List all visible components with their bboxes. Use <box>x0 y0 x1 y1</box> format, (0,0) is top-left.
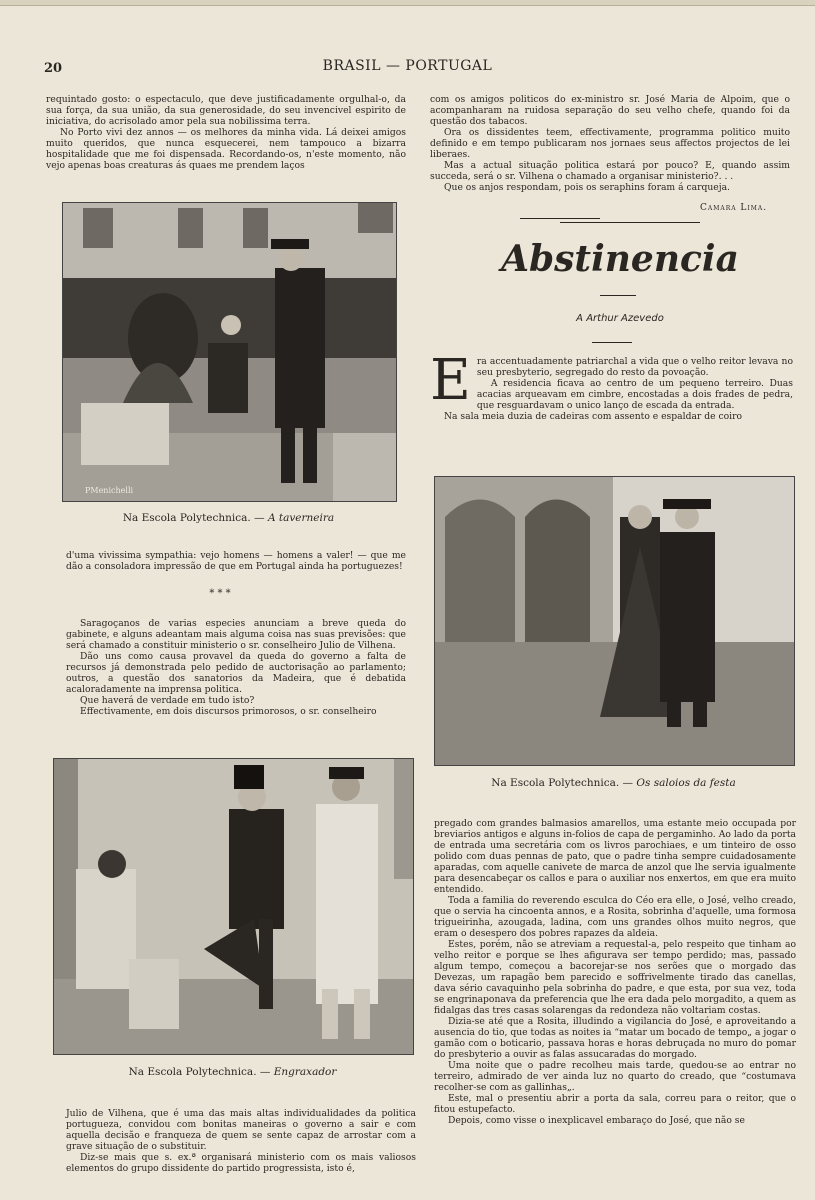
left-text-block-3 <box>66 618 406 717</box>
paragraph: No Porto vivi dez annos — os melhores da minha vida. Lá deixei amigos muito queridos, que nunca esquecerei, nem tampouco a bizarra hospitalidade que me foi dispensada. Recordando-os, n'este momento, não vejo apenas boas creaturas ás quaes me prendem laços <box>46 127 406 171</box>
separator-rule <box>560 222 700 223</box>
paragraph: d'uma vivissima sympathia: vejo homens — homens a valer! — que me dão a consoladora impressão de que em Portugal ainda ha portuguezes! <box>66 550 406 572</box>
right-text-block-1 <box>430 94 790 193</box>
paragraph: Toda a familia do reverendo esculca do Céo era elle, o José, velho creado, que o servia ha cincoenta annos, e a Rosita, sobrinha d'aquelle, uma formosa trigueirinha, azougada, ladina, com uns grandes olhos muito negros, que eram o desespero dos pobres rapazes da aldeia. <box>434 895 796 939</box>
paragraph: Que os anjos respondam, pois os seraphins foram á carqueja. <box>444 182 730 193</box>
paragraph: Uma noite que o padre recolheu mais tarde, quedou-se ao entrar no terreiro, admirado de ver ainda luz no quarto do creado, que “costumava recolher-se com as gallinhas„. <box>434 1060 796 1093</box>
paragraph: Depois, como visse o inexplicavel embaraço do José, que não se <box>448 1115 745 1126</box>
paragraph: Estes, porém, não se atreviam a requestal-a, pelo respeito que tinham ao velho reitor e porque se lhes afigurava ser tempo perdido; mas, passado algum tempo, começou a bacorejar-se nos serões que o morgado das Devezas, um rapagão bem parecido e soffrivelmente tirado das canellas, dava sério cavaquinho pela sobrinha do padre, e que esta, por sua vez, toda se engrinaponava da preferencia que lhe era dada pelo morgadito, a quem as fidalgas das tres casas solarengas da redondeza não voltariam costas. <box>434 939 796 1016</box>
paragraph: Effectivamente, em dois discursos primorosos, o sr. conselheiro <box>80 706 377 717</box>
paragraph: requintado gosto: o espectaculo, que deve justificadamente orgulhal-o, da sua força, da sua união, da sua generosidade, do seu invencivel espirito de iniciativa, do acrisolado amor pela sua nobilissima terra. <box>46 94 406 127</box>
paragraph: Julio de Vilhena, que é uma das mais altas individualidades da politica portugueza, convidou com bonitas maneiras o governo a sair e com aquella decisão e franqueza de quem se sente capaz de arrostar com a grave situação de o substituir. <box>66 1108 416 1152</box>
photo-saloios <box>434 476 795 766</box>
paragraph: Dizia-se até que a Rosita, illudindo a vigilancia do José, e aproveitando a ausencia do tio, que todas as noites ia “matar um bocado de tempo„ a jogar o gamão com o boticario, passava horas e horas debruçada no muro do pomar do presbyterio a ouvir as falas assucaradas do morgado. <box>434 1016 796 1060</box>
caption-engraxador: Na Escola Polytechnica. — Engraxador <box>128 1066 337 1078</box>
paragraph: ra accentuadamente patriarchal a vida que o velho reitor levava no seu presbyterio, segregado do resto da povoação. <box>476 356 793 378</box>
paragraph: pregado com grandes balmasios amarellos, uma estante meio occupada por breviarios antigos e alguns in-folios de capa de pergaminho. Ao lado da porta de entrada uma secretária com os livros parochiaes, e um tinteiro de osso polido com duas pennas de pato, que o padre tinha sempre cuidadosamente aparadas, com aquelle canivete de marca de anzol que lhe servia igualmente para desencabeçar os callos e para o auxiliar nos enxertos, em que era muito entendido. <box>434 818 796 895</box>
story-dedication: A Arthur Azevedo <box>576 313 664 324</box>
photo-engraxador <box>53 758 414 1055</box>
paragraph: Que haverá de verdade em tudo isto? <box>80 695 255 706</box>
author-signature: Camara Lima. <box>700 203 768 213</box>
left-text-block-4 <box>66 1108 416 1174</box>
paragraph: A residencia ficava ao centro de um pequeno terreiro. Duas acacias arqueavam em cimbre, encostadas a dois frades de pedra, que resguardavam o unico lanço de escada da entrada. <box>476 378 793 411</box>
dedication-underline <box>592 342 632 343</box>
photo-signature: PMenichelli <box>85 486 134 495</box>
left-text-block-1 <box>46 94 406 171</box>
caption-saloios: Na Escola Polytechnica. — Os saloios da festa <box>491 777 736 789</box>
paragraph: Na sala meia duzia de cadeiras com assento e espaldar de coiro <box>444 411 743 422</box>
right-text-block-2 <box>434 818 796 1126</box>
caption-taverneira: Na Escola Polytechnica. — A taverneira <box>122 512 335 524</box>
page-number: 20 <box>44 61 63 76</box>
separator-rule <box>520 218 600 219</box>
paragraph: Mas a actual situação politica estará por pouco? E, quando assim succeda, será o sr. Vilhena o chamado a organisar ministerio?. . . <box>430 160 790 182</box>
photo-taverneira <box>62 202 397 502</box>
paragraph: Dão uns como causa provavel da queda do governo a falta de recursos já demonstrada pelo pedido de auctorisação ao parlamento; outros, a questão dos sanatorios da Madeira, que é debatida acaloradamente na imprensa politica. <box>66 651 406 695</box>
paragraph: Saragoçanos de varias especies anunciam a breve queda do gabinete, e alguns adeantam mais alguma coisa nas suas previsões: que será chamado a constituir ministerio o sr. conselheiro Julio de Vilhena. <box>66 618 406 651</box>
section-stars: * * * <box>209 588 231 599</box>
paragraph: Diz-se mais que s. ex.ª organisará ministerio com os mais valiosos elementos do grupo dissidente do partido progressista, isto é, <box>66 1152 416 1174</box>
drop-cap: E <box>430 348 471 413</box>
page-top-edge <box>0 0 815 6</box>
running-title: BRASIL — PORTUGAL <box>322 58 493 74</box>
paragraph: com os amigos politicos do ex-ministro sr. José Maria de Alpoim, que o acompanharam na ruidosa separação do seu velho chefe, quando foi da questão dos tabacos. <box>430 94 790 127</box>
story-opening <box>430 348 793 422</box>
story-title: Abstinencia <box>501 238 739 280</box>
left-text-block-2 <box>66 550 406 572</box>
paragraph: Ora os dissidentes teem, effectivamente, programma politico muito definido e em tempo publicaram nos jornaes seus affectos projectos de lei liberaes. <box>430 127 790 160</box>
paragraph: Este, mal o presentiu abrir a porta da sala, correu para o reitor, que o fitou estupefacto. <box>434 1093 796 1115</box>
title-underline <box>600 295 636 296</box>
